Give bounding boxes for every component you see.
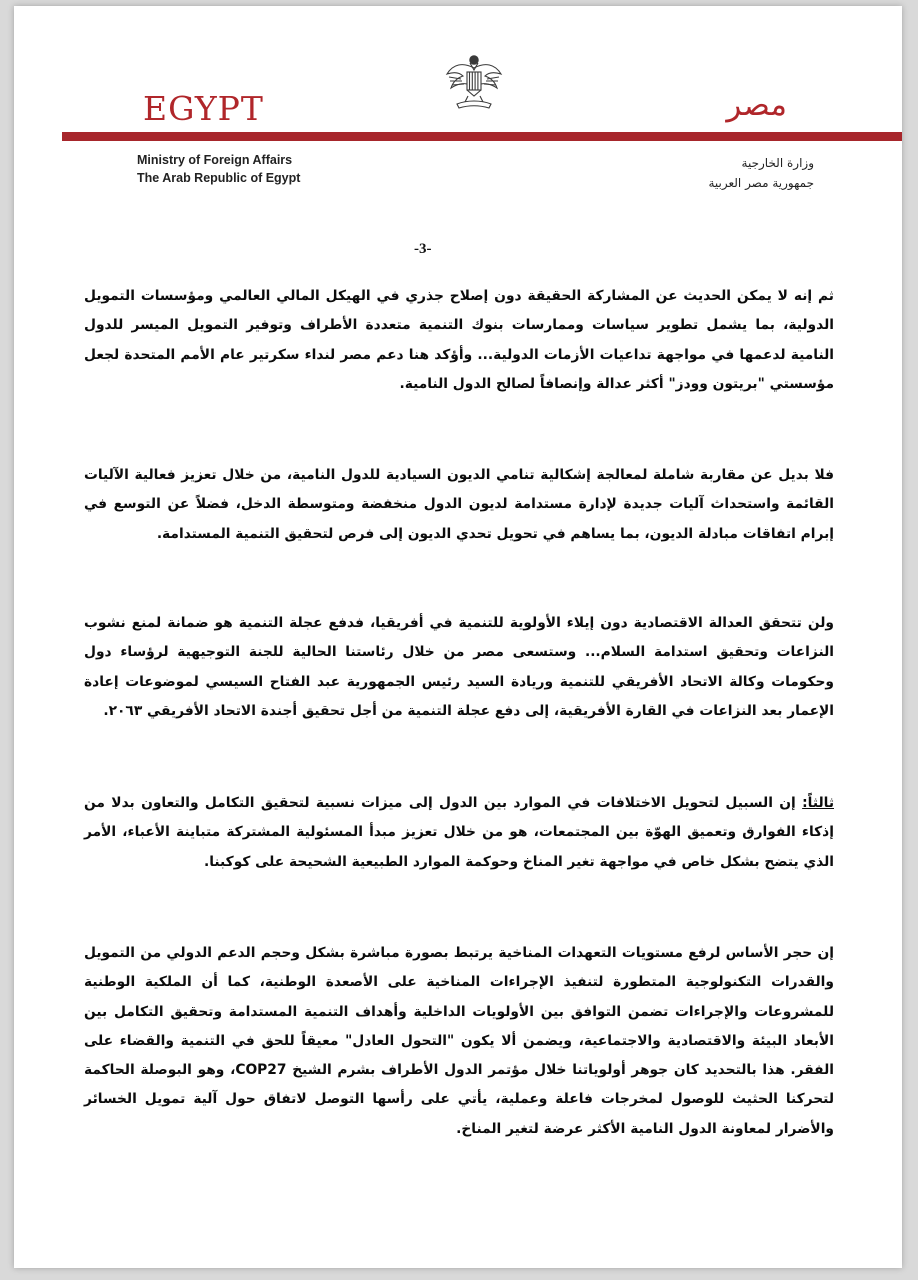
header-divider	[62, 132, 902, 141]
ministry-arabic-line-1: وزارة الخارجية	[741, 156, 814, 170]
letter-page	[14, 6, 902, 1268]
paragraph-5: إن حجر الأساس لرفع مستويات التعهدات المناخية يرتبط بصورة مباشرة بشكل وحجم الدعم الدولي من التمويل والقدرات التكنولوجية المتطورة لتنفيذ الإجراءات المناخية على الأصعدة الوطنية، كما أن الملكية الوطنية للمشروعات والإجراءات تضمن التوافق بين الأولويات الداخلية وأهداف التنمية المستدامة وتحقيق التكامل بين الأبعاد البيئة والاقتصادية والاجتماعية، ويضمن ألا يكون "التحول العادل" معيقاً للحق في التنمية والقضاء على الفقر. هذا بالتحديد كان جوهر أولوياتنا خلال مؤتمر الدول الأطراف بشرم الشيخ COP27، وهو البوصلة الحاكمة لتحركنا الحثيث للوصول لمخرجات فاعلة وعملية، يأتي على رأسها التوصل لاتفاق حول آلية تمويل الخسائر والأضرار لمعاونة الدول النامية الأكثر عرضة لتغير المناخ.	[84, 945, 834, 1137]
paragraph-4	[84, 789, 834, 877]
paragraph-4-text: إن السبيل لتحويل الاختلافات في الموارد بين الدول إلى ميزات نسبية لتحقيق التكامل والتعاون بدلا من إذكاء الفوارق وتعميق الهوّة بين المجتمعات، هو من خلال تعزيز مبدأ المسئولية المشتركة متباينة الأعباء، الأمر الذي يتضح بشكل خاص في مواجهة تغير المناخ وحوكمة الموارد الطبيعية الشحيحة على كوكبنا.	[84, 795, 834, 870]
paragraph-4-lead: ثالثاً:	[802, 795, 834, 811]
paragraph-1: ثم إنه لا يمكن الحديث عن المشاركة الحقيقة دون إصلاح جذري في الهيكل المالي العالمي ومؤسسات التمويل الدولية، بما يشمل تطوير سياسات وممارسات بنوك التنمية متعددة الأطراف وتوفير التمويل الميسر للدول النامية لدعمها في مواجهة تداعيات الأزمات الدولية... وأؤكد هنا دعم مصر لنداء سكرتير عام الأمم المتحدة لجعل مؤسستي "بريتون وودز" أكثر عدالة وإنصافاً لصالح الدول النامية.	[84, 288, 834, 392]
brand-english: EGYPT	[143, 89, 264, 128]
paragraph-2: فلا بديل عن مقاربة شاملة لمعالجة إشكالية تنامي الديون السيادية للدول النامية، من خلال تعزيز فعالية الآليات القائمة واستحداث آليات جديدة لإدارة مستدامة لديون الدول منخفضة ومتوسطة الدخل، فضلاً عن التوسع في إبرام اتفاقات مبادلة الديون، بما يساهم في تحويل تحدي الديون إلى فرص لتحقيق التنمية المستدامة.	[84, 467, 834, 542]
paragraph-3: ولن تتحقق العدالة الاقتصادية دون إيلاء الأولوية للتنمية في أفريقيا، فدفع عجلة التنمية هو ضمانة لمنع نشوب النزاعات وتحقيق استدامة السلام... وستسعى مصر من خلال رئاستنا الحالية للجنة التوجيهية لرؤساء دول وحكومات وكالة الاتحاد الأفريقي للتنمية وريادة السيد رئيس الجمهورية عبد الفتاح السيسي لموضوعات إعادة الإعمار بعد النزاعات في القارة الأفريقية، إلى دفع عجلة التنمية من أجل تحقيق أجندة الاتحاد الأفريقي ٢٠٦٣.	[84, 615, 834, 719]
ministry-english-line-2: The Arab Republic of Egypt	[137, 171, 301, 185]
ministry-english-line-1: Ministry of Foreign Affairs	[137, 153, 293, 167]
ministry-arabic-line-2: جمهورية مصر العربية	[708, 176, 814, 190]
eagle-emblem-icon	[443, 50, 505, 112]
ministry-english	[137, 151, 300, 187]
ministry-arabic	[708, 153, 814, 193]
brand-arabic: مصر	[726, 87, 787, 123]
page-number: -3-	[414, 241, 432, 257]
